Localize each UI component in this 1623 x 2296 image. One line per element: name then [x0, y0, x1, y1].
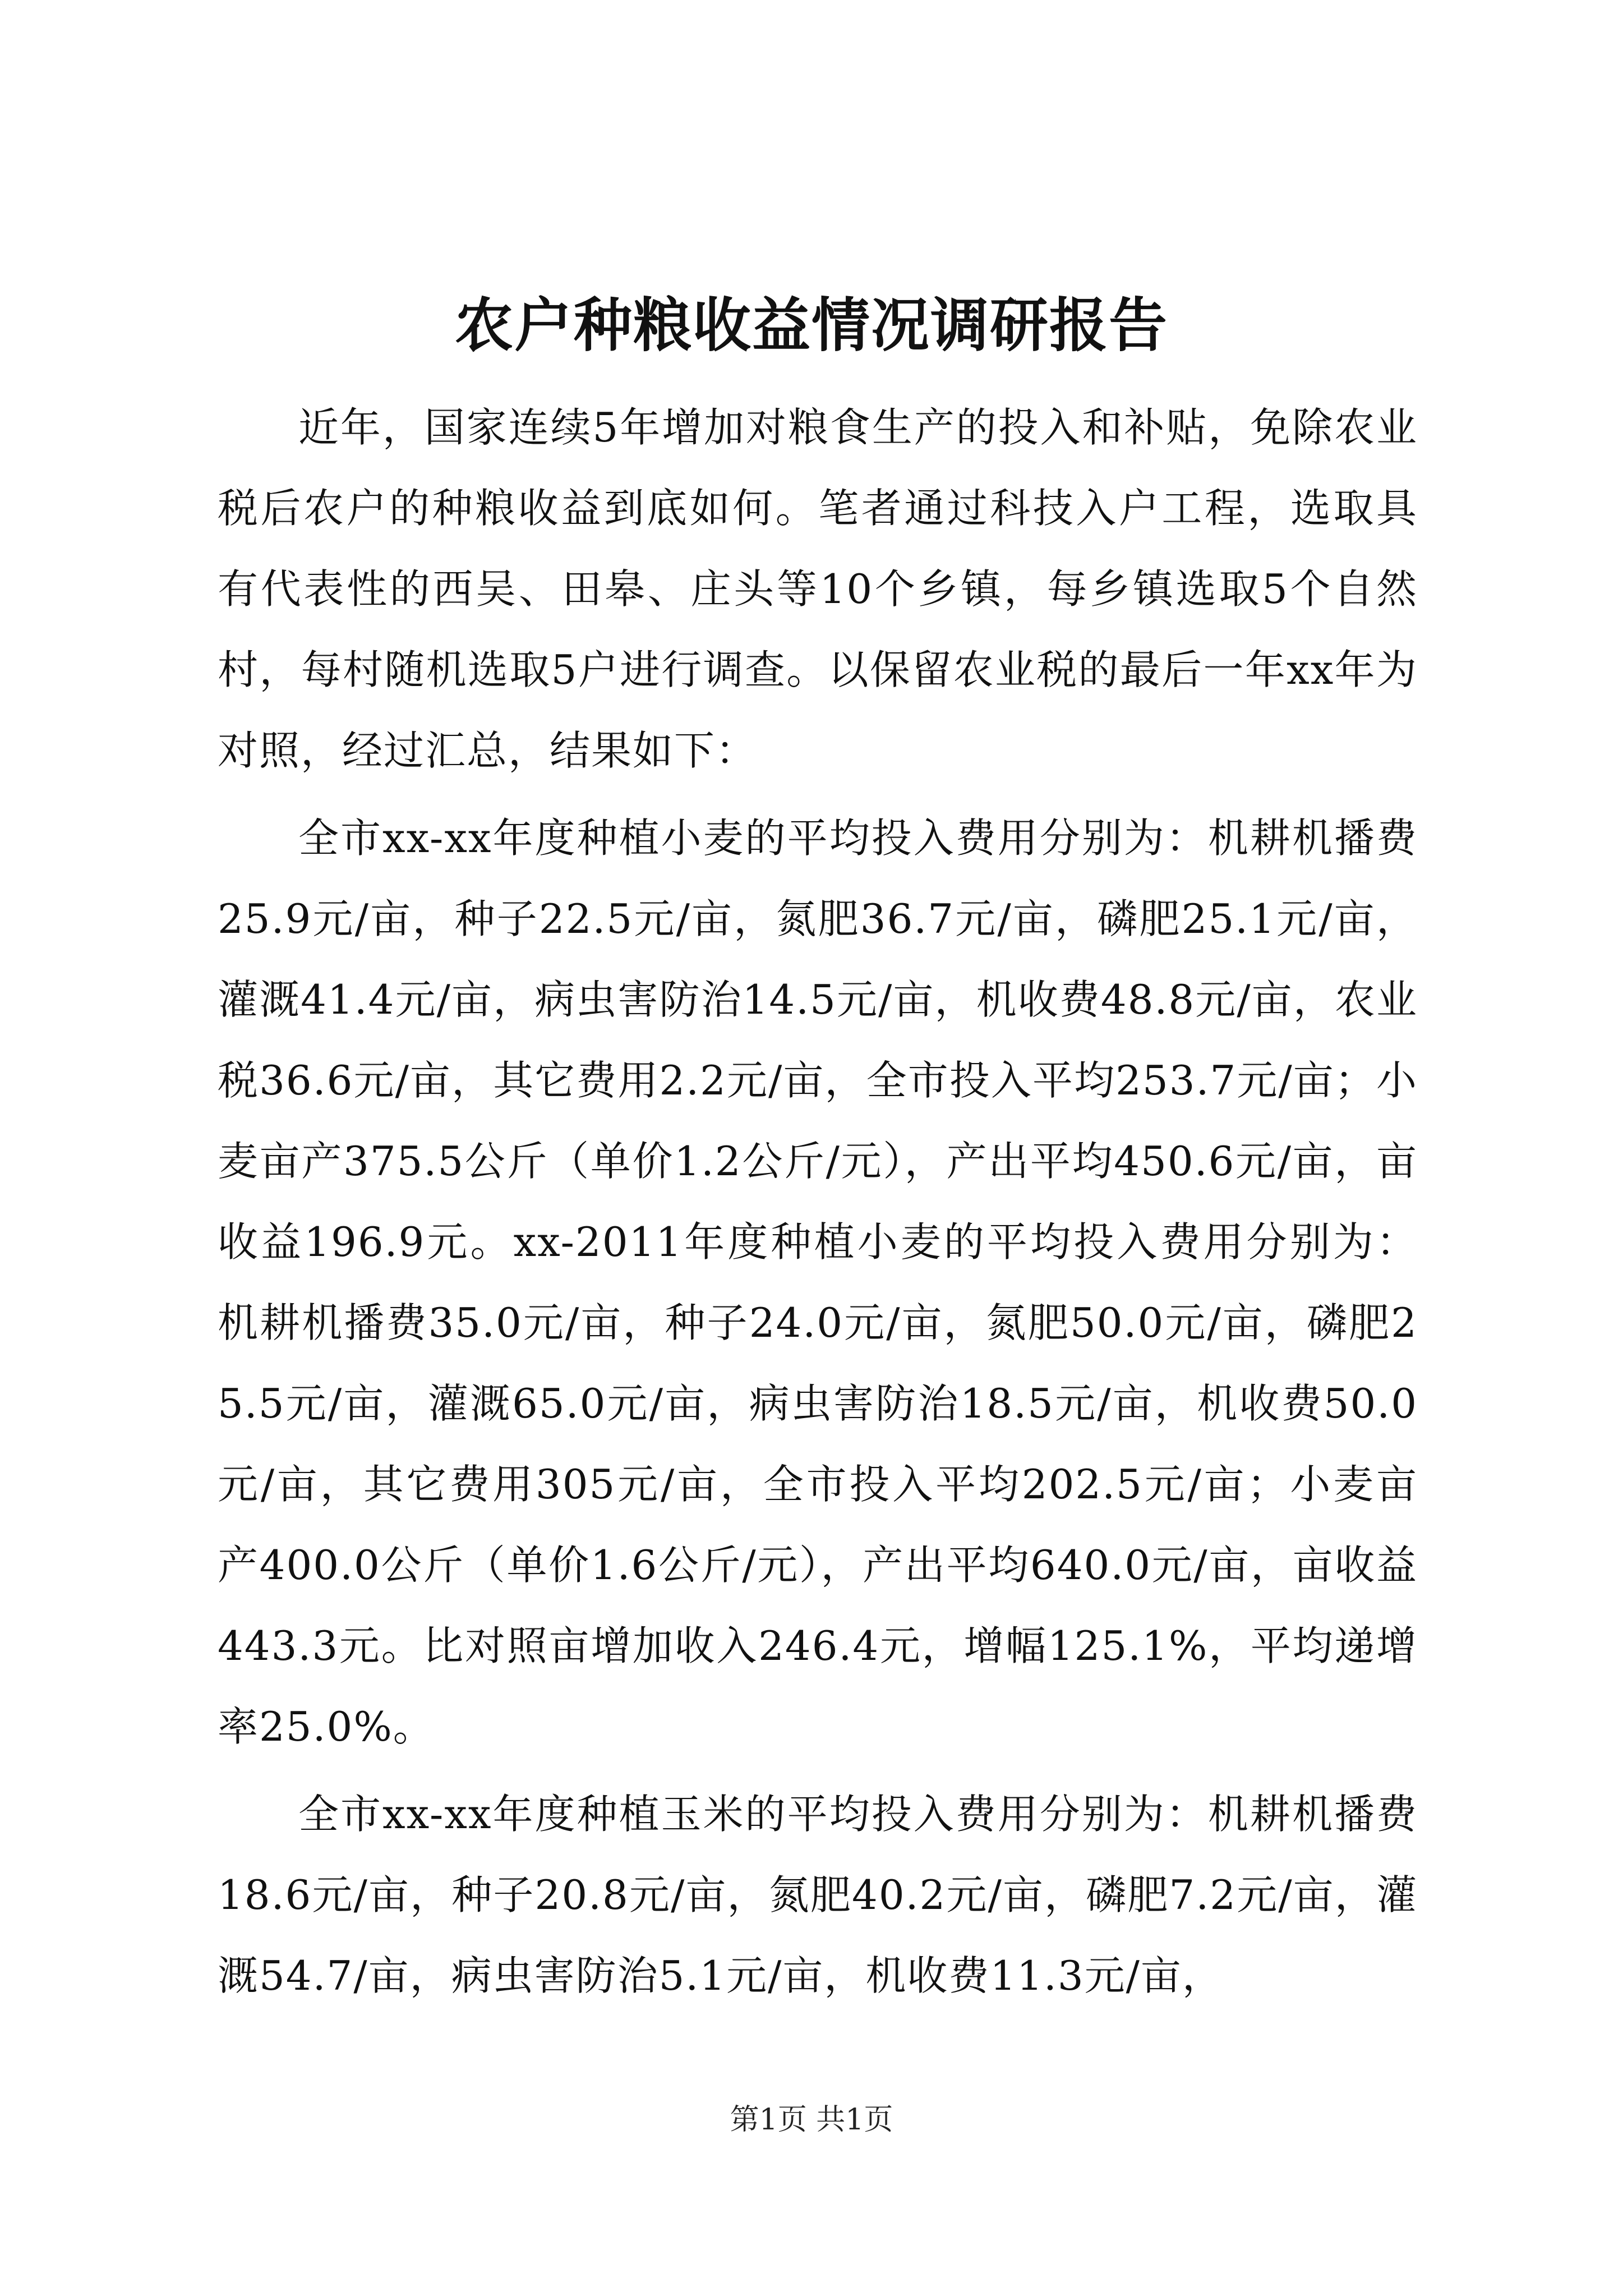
document-body: [218, 387, 1418, 2023]
page-footer: 第1页 共1页: [730, 2103, 893, 2137]
paragraph-intro: 近年，国家连续5年增加对粮食生产的投入和补贴，免除农业税后农户的种粮收益到底如何。笔者通过科技入户工程，选取具有代表性的西吴、田皋、庄头等10个乡镇，每乡镇选取5个自然村，每村随机选取5户进行调查。以保留农业税的最后一年xx年为对照，经过汇总，结果如下：: [218, 404, 1418, 774]
document-title: 农户种粮收益情况调研报告: [454, 291, 1168, 360]
paragraph-corn: 全市xx-xx年度种植玉米的平均投入费用分别为：机耕机播费18.6元/亩，种子20.8元/亩，氮肥40.2元/亩，磷肥7.2元/亩，灌溉54.7/亩，病虫害防治5.1元/亩，机收费11.3元/亩，: [218, 1791, 1418, 1999]
paragraph-wheat: 全市xx-xx年度种植小麦的平均投入费用分别为：机耕机播费25.9元/亩，种子22.5元/亩，氮肥36.7元/亩，磷肥25.1元/亩，灌溉41.4元/亩，病虫害防治14.5元/亩，机收费48.8元/亩，农业税36.6元/亩，其它费用2.2元/亩，全市投入平均253.7元/亩；小麦亩产375.5公斤（单价1.2公斤/元），产出平均450.6元/亩，亩收益196.9元。xx-2011年度种植小麦的平均投入费用分别为：机耕机播费35.0元/亩，种子24.0元/亩，氮肥50.0元/亩，磷肥25.5元/亩，灌溉65.0元/亩，病虫害防治18.5元/亩，机收费50.0元/亩，其它费用305元/亩，全市投入平均202.5元/亩；小麦亩产400.0公斤（单价1.6公斤/元），产出平均640.0元/亩，亩收益443.3元。比对照亩增加收入246.4元，增幅125.1%，平均递增率25.0%。: [218, 815, 1418, 1750]
